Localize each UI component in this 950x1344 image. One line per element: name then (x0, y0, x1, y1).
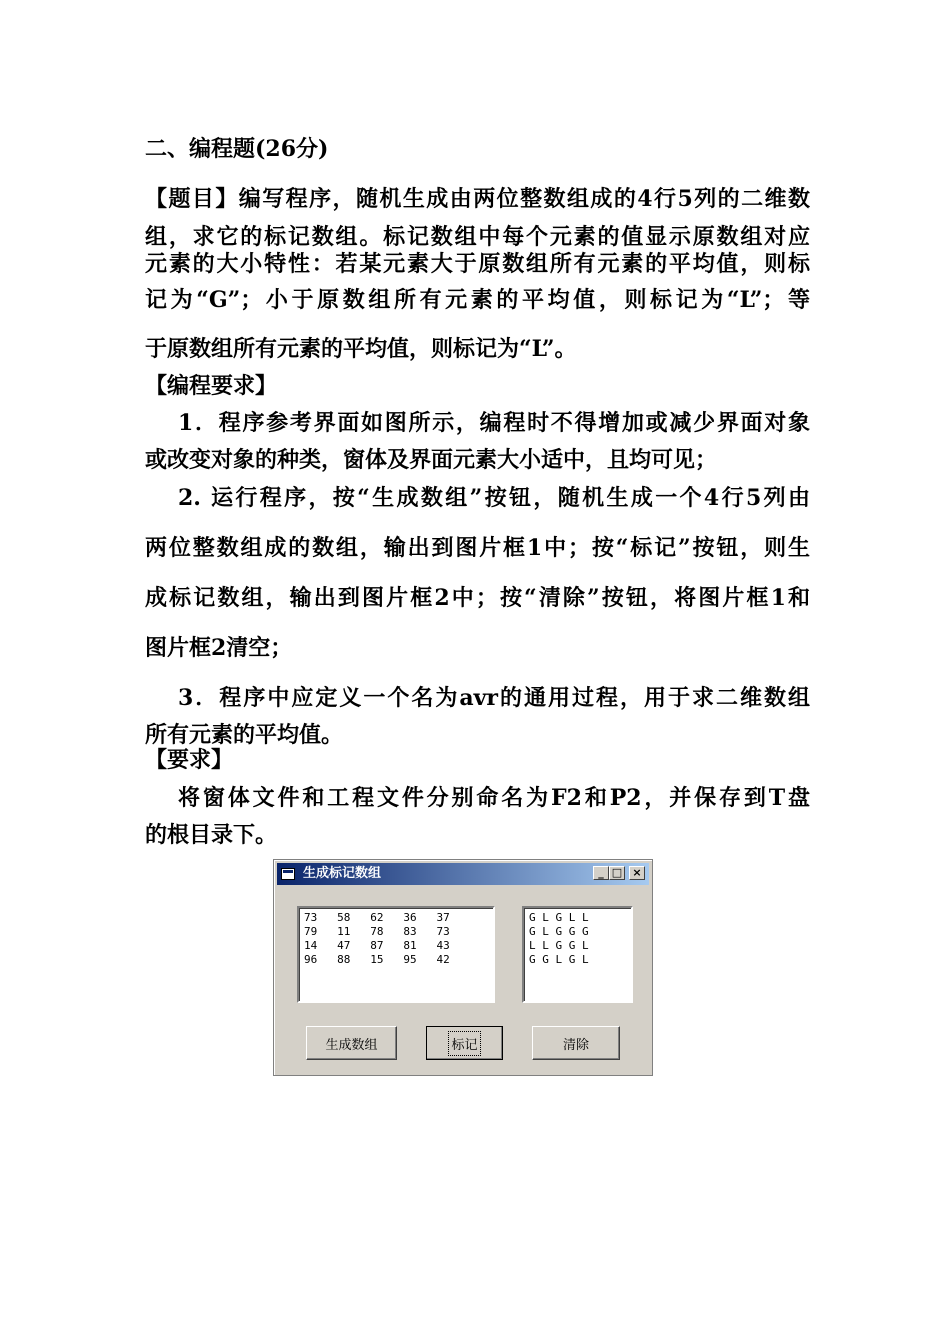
req-line-5: 成标记数组，输出到图片框2中；按“清除”按钮，将图片框1和 (145, 585, 810, 611)
window-title: 生成标记数组 (303, 866, 382, 881)
title-bar[interactable] (277, 863, 649, 885)
topic-line-2: 组，求它的标记数组。标记数组中每个元素的值显示原数组对应 (145, 224, 810, 250)
form-icon (281, 868, 295, 880)
generate-array-label: 生成数组 (325, 1037, 378, 1053)
demand-line-2: 的根目录下。 (145, 822, 278, 848)
generate-array-button[interactable] (306, 1026, 397, 1060)
picture-box-1[interactable]: 73 58 62 36 37 79 11 78 83 73 14 47 87 81 43 96 88 15 95 42 (297, 906, 495, 1003)
mark-label: 标记 (451, 1034, 477, 1053)
topic-line-4: 记为“G”；小于原数组所有元素的平均值，则标记为“L”；等 (145, 287, 810, 313)
topic-line-3: 元素的大小特性：若某元素大于原数组所有元素的平均值，则标 (145, 251, 810, 277)
req-line-6: 图片框2清空； (145, 635, 293, 661)
minimize-button[interactable]: _ (593, 866, 609, 880)
req-line-7: 3．程序中应定义一个名为avr的通用过程，用于求二维数组 (178, 685, 810, 711)
req-line-4: 两位整数组成的数组，输出到图片框1中；按“标记”按钮，则生 (145, 535, 810, 561)
demand-heading: 【要求】 (145, 747, 234, 773)
picture-box-2[interactable]: G L G L L G L G G G L L G G L G G L G L (522, 906, 633, 1003)
demand-line-1: 将窗体文件和工程文件分别命名为F2和P2，并保存到T盘 (178, 785, 810, 811)
vb-form-window (273, 859, 653, 1076)
close-button[interactable]: × (629, 866, 645, 880)
req-line-3: 2. 运行程序，按“生成数组”按钮，随机生成一个4行5列由 (178, 485, 810, 511)
section-heading: 二、编程题(26分) (145, 136, 329, 162)
req-line-2: 或改变对象的种类，窗体及界面元素大小适中，且均可见； (145, 447, 718, 473)
clear-button[interactable] (532, 1026, 620, 1060)
clear-label: 清除 (562, 1037, 589, 1053)
maximize-button[interactable]: □ (609, 866, 625, 880)
topic-line-1: 【题目】编写程序，随机生成由两位整数组成的4行5列的二维数 (145, 186, 810, 212)
requirements-heading: 【编程要求】 (145, 373, 278, 399)
req-line-8: 所有元素的平均值。 (145, 722, 344, 748)
topic-line-5: 于原数组所有元素的平均值，则标记为“L”。 (145, 336, 577, 362)
req-line-1: 1．程序参考界面如图所示，编程时不得增加或减少界面对象 (178, 410, 810, 436)
mark-button[interactable] (426, 1026, 503, 1060)
